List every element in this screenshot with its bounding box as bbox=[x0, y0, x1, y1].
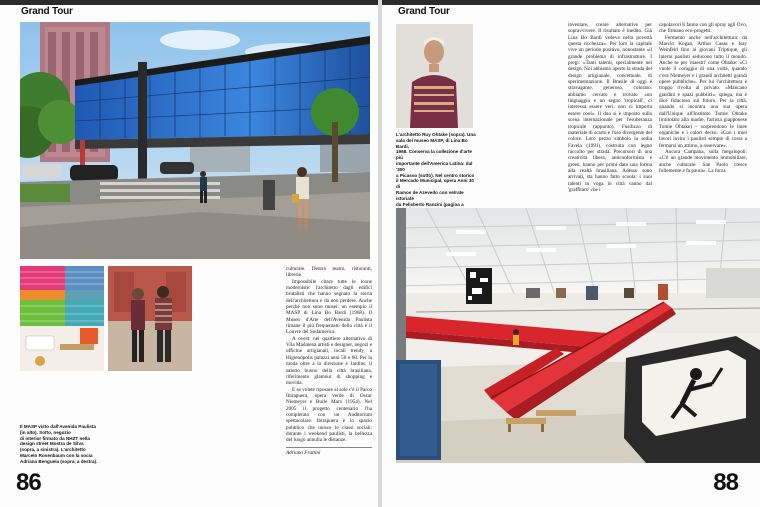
section-title: Grand Tour bbox=[21, 6, 73, 17]
byline: Adriana Frattini bbox=[286, 447, 372, 456]
caption-line: Marcelo Rosenbaum con la socia bbox=[20, 452, 93, 458]
caption-line: di interior firmato da NHZT nella bbox=[20, 435, 90, 441]
caption-line: sala del museo MASP, di Lina Bo Bardi, bbox=[396, 137, 468, 149]
article-paragraph: inventare, creare alternative per sopravvivere. Il risultato è inedito. Già Lina Bo Bardi vedeva nella povertà questa ricchezza». Per loro la capitale vive un periodo positivo, nonostante «il grande problema di infrastrutture. I pregi: «Tanti talenti, specialmente nel design. Noi abbiamo aperto la strada del design artigianale, concettuale, di sperimentazione. Il Brasile di oggi è stravagante, generoso, colorato: abbiamo cercato e trovato «un linguaggio e un segno 'tropicali', ci interessa essere veri, non ci importa essere cool». Il duo si è imposto sulla scena internazionale per l'esuberanza tropicale (appunto). Fusilizzo di materiale di scarto e l'uso divergente del colore. Loro pezzo simbolo la sedia Favela (1991), costruita con legno raccolto per strada. Precursori di una creatività libera, anticonformista e green, hanno per primi dato una forma alla realtà brasiliana. Adesso sono arrivati, sta hanno fatto scuola: i suoi talenti in voga in città vanno dal 'graffitaro' che i bbox=[568, 22, 652, 193]
caption-line: Il MASP visto dall'Avenida Paulista bbox=[20, 424, 96, 429]
article-paragraph: Impossibile citare tutte le icone moderniste: l'architetto dagli edifici brutalisti che hanno segnato la storia dell'architettura e da non perdere. Anche perché non sono musei: un esempio il MASP di Lina Bo Bardi (1968). Il Museo d'Arte dell'Avenida Paulista rimane il più frequentato della città e il Louvre del Sudamerica. bbox=[286, 278, 372, 336]
caption-line: (in alto). Sotto, negozio bbox=[20, 429, 71, 435]
article-paragraph: Fermento anche nell'architettura: da Marcio Kogan, Arthur Casas e Isay Weinfeld fino ai giovani Triptique, gli interni paulisti seducono tutto il mondo. Anche se per 'maestri' come Ohtake: «Ci vuole il coraggio di una volta, quando c'era Niemeyer e i grandi architetti grandi opere pubbliche». Per lui l'architettura è troppo rivolta al privato. «Mancano giardini e spazi pubblici», spiega, ma è dice fiducioso sul futuro. Per la città, quando si incontra una sua opera dall'Unique all'Instituto Tomie Ohtake (intitolato alla madre, l'artista giapponese Tomie Ohtake) – sorprendono le linee organiche e i colori decisi. «Con i miei lavori invito i paulisti sempre di corsa a fermarsi un attimo, a osservare». bbox=[659, 34, 747, 149]
top-rule bbox=[0, 0, 378, 5]
article-column-2 bbox=[659, 22, 747, 206]
page-number: 88 bbox=[713, 469, 738, 496]
article-paragraph: capolavori li fanno con gli spray agli Ovo, che firmano eco-progetti. bbox=[659, 22, 747, 35]
caption-line: design street Mostra de Silva bbox=[20, 441, 84, 447]
ruy-ohtake-portrait bbox=[396, 24, 473, 128]
masp-street-photo bbox=[20, 22, 370, 259]
interior-shop-photo bbox=[20, 266, 104, 371]
masp-interior-photo bbox=[396, 208, 760, 463]
caption-line: da Felisberto Ranzini (pagina a bbox=[396, 201, 464, 207]
caption-line: Ramos de Azevedo con vetrate istoriate bbox=[396, 189, 464, 201]
architects-portrait-photo bbox=[108, 266, 192, 371]
left-page bbox=[0, 0, 378, 507]
caption-line: L'architetto Ruy Ohtake (sopra). Una bbox=[396, 132, 476, 137]
photo-caption bbox=[20, 424, 110, 465]
caption-line: a Picasso (sotto). Nel centro storico bbox=[396, 172, 475, 178]
caption-line: 1968. Conserva la collezione d'arte più bbox=[396, 149, 472, 161]
right-page bbox=[382, 0, 760, 507]
section-title: Grand Tour bbox=[398, 6, 450, 17]
caption-line: importante dell'America Latina: dal '300 bbox=[396, 160, 473, 172]
article-paragraph: culturale. Dentro teatro, ristoranti, librerie. bbox=[286, 266, 372, 279]
article-paragraph: Ancora Campana, sulla megalopoli: «C'è un grande movimento immobiliare, anche culturale: San Paolo cresce follemente e fa paura». La forza bbox=[659, 148, 747, 174]
article-paragraph: A ovest: nel quartiere alternativo di Vila Madalena artisti e designer, negozi e officine artigianali, locali trendy, a Higienópolis palazzi anni 50 e 60. Per la moda oltre a la direzione è Jardins, il salotto buono della città brasiliana, riferimento glamour di shopping e movida. bbox=[286, 335, 372, 387]
caption-line: (sopra, a sinistra). L'architetto bbox=[20, 447, 86, 453]
top-rule bbox=[382, 0, 760, 5]
caption-line: il Mercado Municipal, opera Anni 30 di bbox=[396, 178, 474, 190]
page-number: 86 bbox=[16, 469, 41, 496]
article-column-1 bbox=[568, 22, 652, 206]
article-paragraph: E se volete riposare al sole c'è il Parco Ibirapuera, opera verde di Oscar Niemeyer e Burle Marx (1954). Nel 2005 il progetto centenario l'ha completato con un Auditorium spettacolare. Ibirapuera è lo spazio pubblico che unisce le classi sociali: durante i weekend paulisti, la bellezza del luogo annulla le distanze. bbox=[286, 386, 372, 444]
caption-line: Adriana Benguela (sopra, a destra). bbox=[20, 458, 98, 464]
photo-caption bbox=[396, 132, 476, 213]
article-column bbox=[286, 266, 372, 456]
